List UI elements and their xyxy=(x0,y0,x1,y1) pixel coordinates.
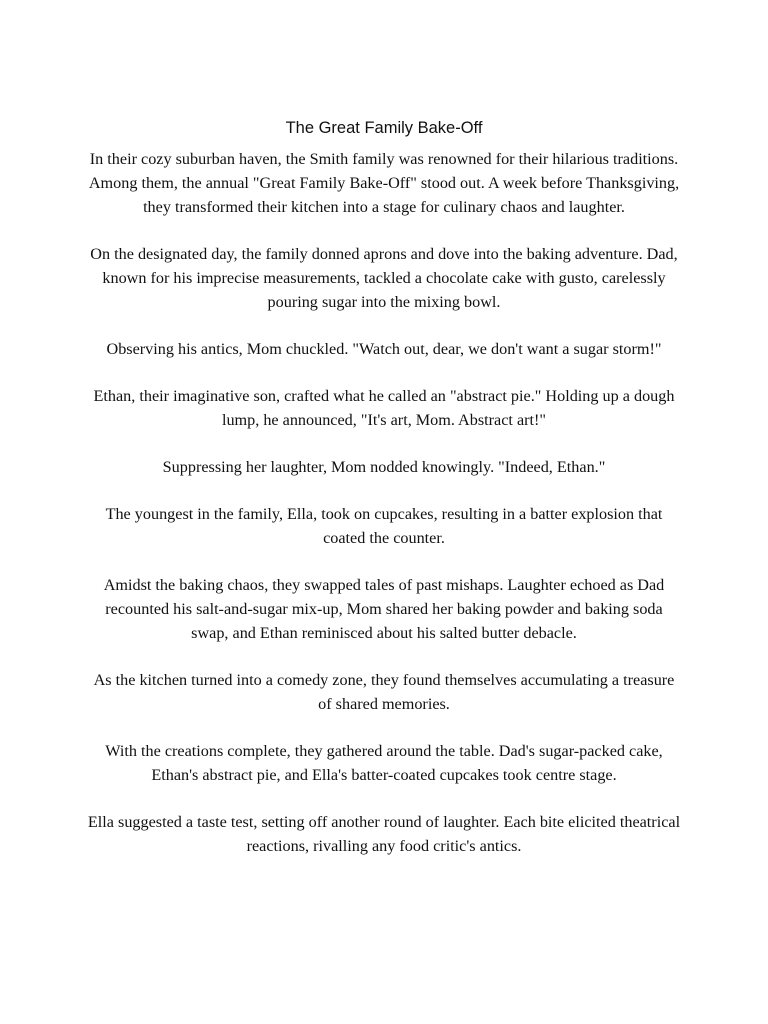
paragraph-4: Ethan, their imaginative son, crafted what he called an "abstract pie." Holding up a dough lump, he announced, "It's art, Mom. Abstract art!" xyxy=(93,387,675,429)
paragraph-1: In their cozy suburban haven, the Smith family was renowned for their hilarious traditions. Among them, the annual "Great Family Bake-Off" stood out. A week before Thanksgiving, they transformed their kitchen into a stage for culinary chaos and laughter. xyxy=(88,150,680,216)
paragraph-9: With the creations complete, they gathered around the table. Dad's sugar-packed cake, Ethan's abstract pie, and Ella's batter-coated cupcakes took centre stage. xyxy=(105,742,663,784)
paragraph-3: Observing his antics, Mom chuckled. "Watch out, dear, we don't want a sugar storm!" xyxy=(106,340,662,358)
document-page xyxy=(86,116,682,881)
paragraph-8: As the kitchen turned into a comedy zone, they found themselves accumulating a treasure of shared memories. xyxy=(93,671,675,713)
document-title: The Great Family Bake-Off xyxy=(285,119,483,137)
paragraph-7: Amidst the baking chaos, they swapped tales of past mishaps. Laughter echoed as Dad recounted his salt-and-sugar mix-up, Mom shared her baking powder and baking soda swap, and Ethan reminisced about his salted butter debacle. xyxy=(103,576,665,642)
paragraph-2: On the designated day, the family donned aprons and dove into the baking adventure. Dad, known for his imprecise measurements, tackled a chocolate cake with gusto, carelessly pouring sugar into the mixing bowl. xyxy=(90,245,678,311)
paragraph-6: The youngest in the family, Ella, took on cupcakes, resulting in a batter explosion that coated the counter. xyxy=(105,505,663,547)
paragraph-5: Suppressing her laughter, Mom nodded knowingly. "Indeed, Ethan." xyxy=(162,458,606,476)
paragraph-10: Ella suggested a taste test, setting off another round of laughter. Each bite elicited theatrical reactions, rivalling any food critic's antics. xyxy=(87,813,681,855)
